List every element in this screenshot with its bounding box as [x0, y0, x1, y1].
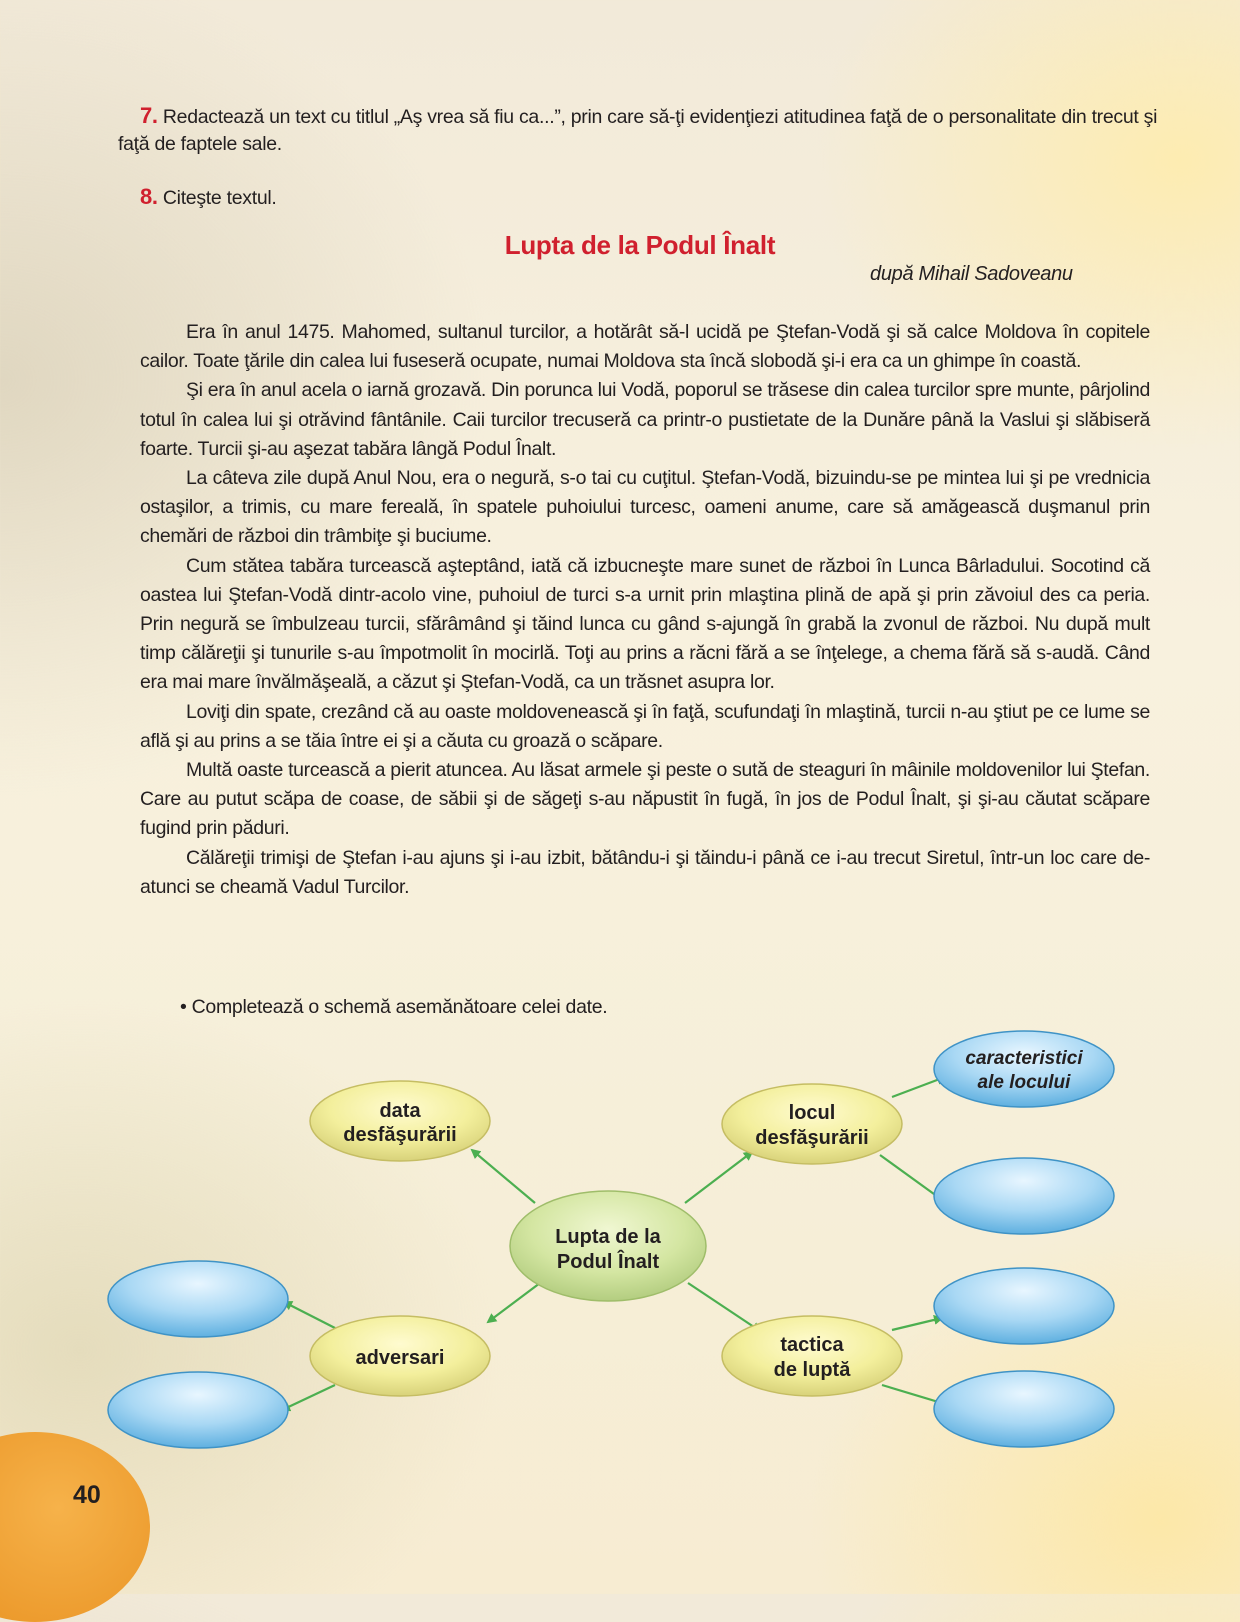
arrow-to-tactics [688, 1283, 760, 1331]
node-place [722, 1084, 902, 1164]
node-tactics [722, 1316, 902, 1396]
arrow-to-date [472, 1150, 535, 1203]
story-paragraph: Călăreţii trimişi de Ştefan i-au ajuns şi i-au izbit, bătându-i şi tăindu-i până ce i-au trecut Siretul, într-un loc care de-atunci se cheamă Vadul Turcilor. [140, 846, 1150, 898]
node-tactics-line-2: de luptă [773, 1359, 851, 1381]
task-8 [140, 183, 277, 212]
blank-node-adversary-2[interactable] [108, 1372, 288, 1448]
instruction-text: • Completează o schemă asemănătoare celei date. [180, 996, 608, 1018]
arrow-to-tactic-blank-1 [892, 1318, 942, 1330]
node-place-line-2: desfăşurării [755, 1127, 869, 1149]
story-paragraph: Şi era în anul acela o iarnă grozavă. Din porunca lui Vodă, poporul se trăsese din calea turcilor spre munte, pârjolind totul în calea lui şi otrăvind fântânile. Caii turcilor trecuseră ca printr-o pustietate de la Dunăre până la Vaslui şi slăbiseră foarte. Turcii şi-au aşezat tabăra lângă Podul Înalt. [140, 379, 1150, 460]
story-paragraph: La câteva zile după Anul Nou, era o negură, s-o tai cu cuţitul. Ştefan-Vodă, bizuindu-se pe mintea lui şi pe vrednicia ostaşilor, a trimis, cu mare fereală, în spatele puhoiului turcesc, oameni anume, care să amăgească duşmanul prin chemări de război din trâmbiţe şi buciume. [140, 467, 1150, 548]
task-7-text: Redactează un text cu titlul „Aş vrea să fiu ca...”, prin care să-ţi evidenţiezi atitudinea faţă de o personalitate din trecut şi faţă de faptele sale. [118, 106, 1158, 155]
node-tactics-line-1: tactica [780, 1334, 844, 1356]
task-8-number: 8. [140, 184, 158, 209]
concept-map [0, 1020, 1240, 1480]
blank-node-place[interactable] [934, 1158, 1114, 1234]
story-paragraph: Cum stătea tabăra turcească aşteptând, iată că izbucneşte mare sunet de război în Lunca Bârladului. Socotind că oastea lui Ştefan-Vodă dintr-acolo vine, puhoiul de turci s-a urnit prin mlaştina plină de apă şi prin zăvoiul des ca peria. Prin negură se îmbulzeau turcii, sfărâmând şi tăind lunca cu gând s-ajungă în grabă la zvonul de război. Nu după mult timp călăreţii şi tunurile s-au împotmolit în mocirlă. Toţi au prins a răcni fără a se înţelege, a chema fără să s-audă. Când era mai mare învălmăşeală, a căzut şi Ştefan-Vodă, ca un trăsnet asupra lor. [140, 554, 1150, 694]
node-center-line-2: Podul Înalt [556, 1251, 660, 1273]
node-place-trait-line-1: caracteristici [965, 1048, 1083, 1069]
node-center [510, 1191, 706, 1301]
blank-node-adversary-1[interactable] [108, 1261, 288, 1337]
node-date-line-1: data [379, 1100, 421, 1122]
node-date [310, 1081, 490, 1161]
story-paragraph: Era în anul 1475. Mahomed, sultanul turcilor, a hotărât să-l ucidă pe Ştefan-Vodă şi să calce Moldova în copitele cailor. Toate ţările din calea lui fuseseră ocupate, numai Moldova sta încă slobodă şi-i era ca un ghimpe în coastă. [140, 321, 1150, 373]
story-paragraph: Loviţi din spate, crezând că au oaste moldovenească şi în faţă, scufundaţi în mlaştină, turcii n-au ştiut pe ce lume se află şi au prins a se tăia între ei şi a căuta cu groază o scăpare. [140, 700, 1150, 752]
blank-node-tactic-2[interactable] [934, 1371, 1114, 1447]
story-title: Lupta de la Podul Înalt [504, 230, 776, 260]
node-place-trait-line-2: ale locului [977, 1072, 1071, 1093]
task-7 [118, 102, 1178, 158]
arrow-to-adversary-blank-2 [282, 1385, 335, 1410]
node-place-trait [934, 1031, 1114, 1107]
node-place-line-1: locul [788, 1102, 836, 1124]
arrow-to-place [685, 1152, 752, 1203]
story-body [140, 318, 1150, 902]
node-center-line-1: Lupta de la [555, 1226, 661, 1248]
page-number: 40 [73, 1481, 101, 1509]
arrow-to-adversaries [488, 1283, 540, 1322]
task-7-number: 7. [140, 103, 158, 128]
blank-node-tactic-1[interactable] [934, 1268, 1114, 1344]
node-date-line-2: desfăşurării [343, 1124, 457, 1146]
node-adversaries-label: adversari [355, 1347, 445, 1369]
story-author: după Mihail Sadoveanu [870, 263, 1073, 285]
story-paragraph: Multă oaste turcească a pierit atuncea. Au lăsat armele şi peste o sută de steaguri în mâinile moldovenilor lui Ştefan. Care au putut scăpa de coase, de săbii şi de săgeţi s-au năpustit în fugă, în jos de Podul Înalt, şi şi-au căutat scăpare fugind prin păduri. [140, 759, 1150, 840]
arrow-to-adversary-blank-1 [284, 1302, 335, 1328]
node-adversaries [310, 1316, 490, 1396]
task-8-text: Citeşte textul. [162, 187, 277, 209]
